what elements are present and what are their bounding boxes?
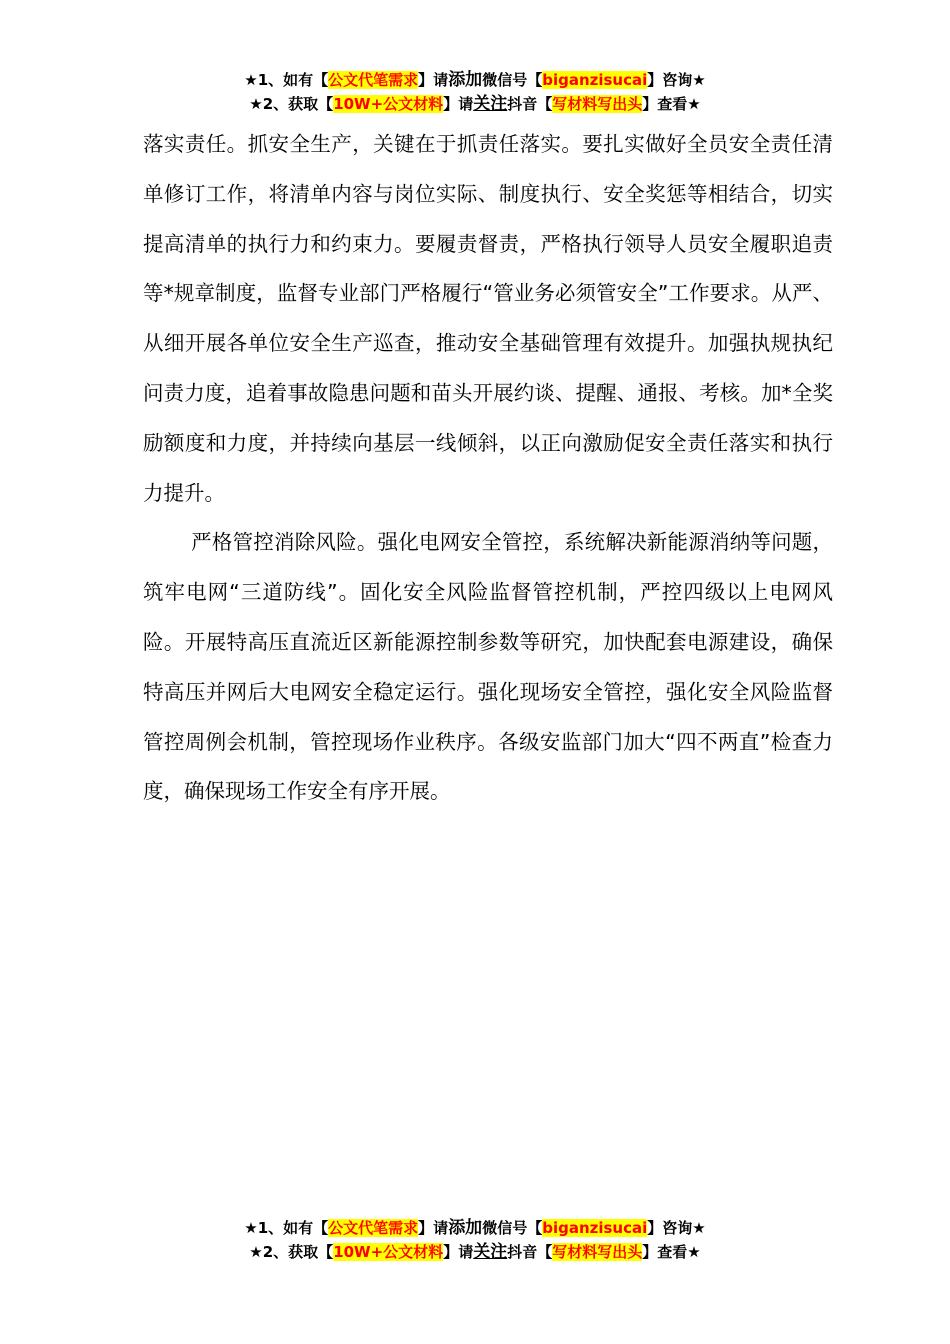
banner-text: ★1、如有【 [244, 1219, 329, 1237]
banner-highlight: 写材料写出头 [552, 95, 643, 113]
banner-line-1 [0, 1216, 950, 1240]
banner-highlight: 10W+公文材料 [333, 1243, 444, 1261]
banner-text: ★1、如有【 [244, 71, 329, 89]
banner-text: 抖音【 [507, 95, 553, 113]
header-banner [0, 68, 950, 116]
banner-text: 抖音【 [507, 1243, 553, 1261]
banner-text: ★2、获取【 [249, 1243, 334, 1261]
paragraph: 严格管控消除风险。强化电网安全管控，系统解决新能源消纳等问题，筑牢电网“三道防线”。固化安全风险监督管控机制，严控四级以上电网风险。开展特高压直流近区新能源控制参数等研究，加快配套电源建设，确保特高压并网后大电网安全稳定运行。强化现场安全管控，强化安全风险监督管控周例会机制，管控现场作业秩序。各级安监部门加大“四不两直”检查力度，确保现场工作安全有序开展。 [143, 530, 833, 804]
banner-text: 微信号【 [482, 71, 543, 89]
banner-emphasis: 添加 [448, 1218, 483, 1238]
banner-text: 】请 [418, 1219, 449, 1237]
banner-line-1 [0, 68, 950, 92]
banner-text: ★2、获取【 [249, 95, 334, 113]
banner-text: 】查看★ [642, 1243, 701, 1261]
banner-highlight: biganzisucai [542, 71, 648, 89]
banner-text: 微信号【 [482, 1219, 543, 1237]
banner-text: 】咨询★ [647, 71, 706, 89]
banner-line-2 [0, 92, 950, 116]
banner-emphasis: 添加 [448, 70, 483, 90]
banner-text: 】咨询★ [647, 1219, 706, 1237]
document-body [143, 120, 833, 817]
footer-banner [0, 1216, 950, 1264]
banner-text: 】请 [418, 71, 449, 89]
banner-text: 】请 [443, 1243, 474, 1261]
banner-line-2 [0, 1240, 950, 1264]
banner-highlight: 写材料写出头 [552, 1243, 643, 1261]
banner-highlight: biganzisucai [542, 1219, 648, 1237]
banner-text: 】查看★ [642, 95, 701, 113]
banner-text: 】请 [443, 95, 474, 113]
banner-emphasis: 关注 [473, 94, 508, 114]
paragraph: 落实责任。抓安全生产，关键在于抓责任落实。要扎实做好全员安全责任清单修订工作，将清单内容与岗位实际、制度执行、安全奖惩等相结合，切实提高清单的执行力和约束力。要履责督责，严格执行领导人员安全履职追责等*规章制度，监督专业部门严格履行“管业务必须管安全”工作要求。从严、从细开展各单位安全生产巡查，推动安全基础管理有效提升。加强执规执纪问责力度，追着事故隐患问题和苗头开展约谈、提醒、通报、考核。加*全奖励额度和力度，并持续向基层一线倾斜，以正向激励促安全责任落实和执行力提升。 [143, 132, 833, 505]
banner-emphasis: 关注 [473, 1242, 508, 1262]
banner-highlight: 10W+公文材料 [333, 95, 444, 113]
banner-highlight: 公文代笔需求 [328, 71, 419, 89]
banner-highlight: 公文代笔需求 [328, 1219, 419, 1237]
